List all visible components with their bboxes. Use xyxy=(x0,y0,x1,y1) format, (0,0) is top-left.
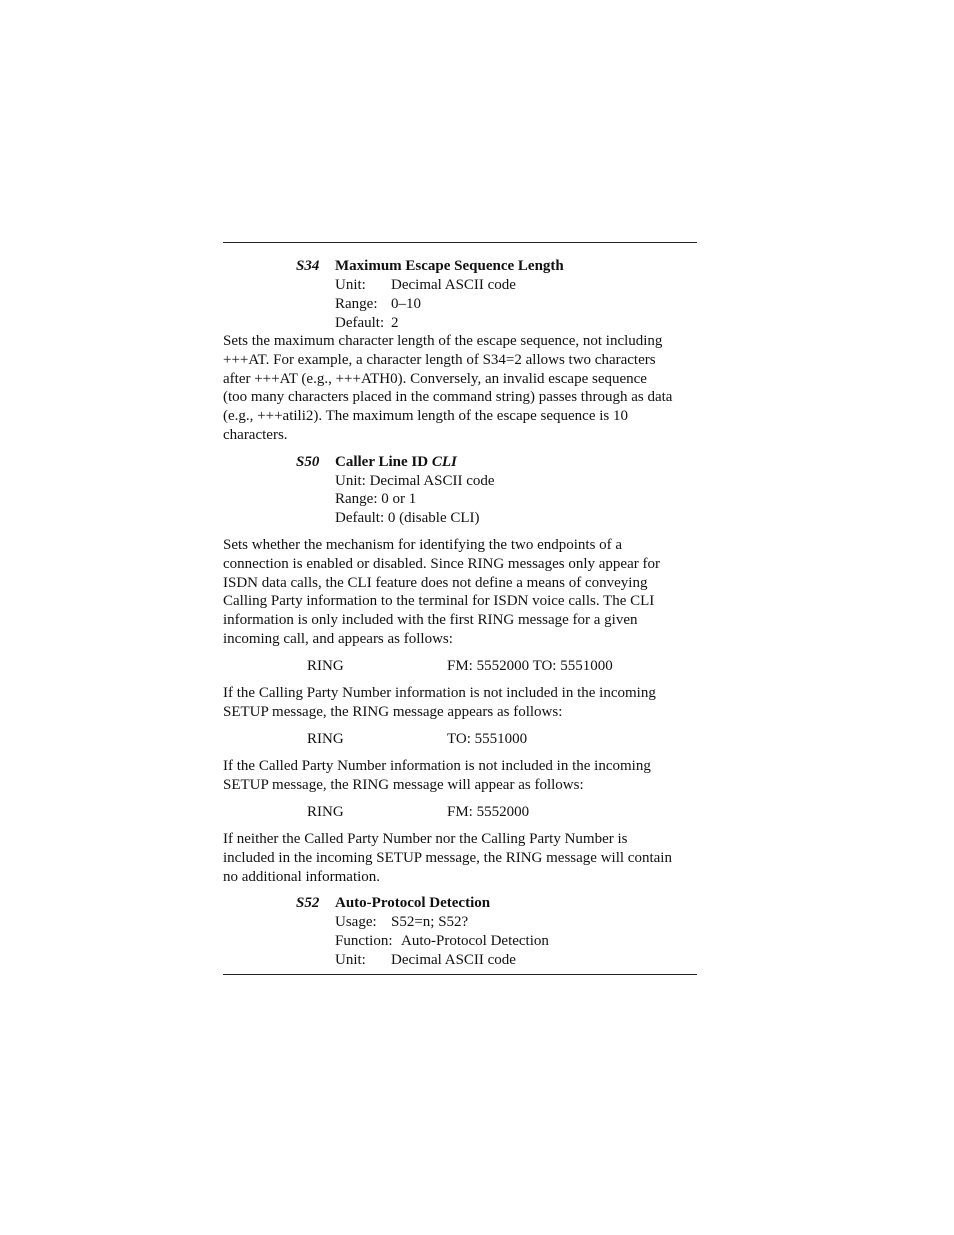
s52-unit xyxy=(335,951,516,970)
text-line: If the Called Party Number information is not included in the incoming xyxy=(223,758,651,774)
s50-default: Default: 0 (disable CLI) xyxy=(335,510,480,526)
bottom-rule xyxy=(223,974,697,975)
s50-title-cli: CLI xyxy=(431,454,457,470)
s52-number: S52 xyxy=(296,895,320,911)
text-line: If neither the Called Party Number nor the Calling Party Number is xyxy=(223,831,628,847)
s50-range: Range: 0 or 1 xyxy=(335,491,417,507)
text-line: incoming call, and appears as follows: xyxy=(223,630,453,647)
text-line: characters. xyxy=(223,426,288,443)
text-line: Calling Party information to the terminal for ISDN voice calls. The CLI xyxy=(223,593,655,610)
s52-unit-label: Unit: xyxy=(335,952,366,968)
text-line: included in the incoming SETUP message, the RING message will contain xyxy=(223,849,672,866)
s50-description xyxy=(223,536,703,649)
text-line: (too many characters placed in the command string) passes through as data xyxy=(223,389,673,406)
s50-title-text: Caller Line ID xyxy=(335,454,432,470)
s34-range xyxy=(335,295,421,314)
s34-default-label: Default: xyxy=(335,315,385,331)
ring-example-3 xyxy=(307,803,529,822)
top-rule xyxy=(223,242,697,243)
s34-description xyxy=(223,332,703,445)
text-line: Sets whether the mechanism for identifying the two endpoints of a xyxy=(223,537,623,553)
s52-function-value: Auto-Protocol Detection xyxy=(401,933,549,949)
ring-label: RING xyxy=(307,804,344,820)
text-line: If the Calling Party Number information is not included in the incoming xyxy=(223,685,656,701)
ring-example-2 xyxy=(307,730,527,749)
s52-usage xyxy=(335,913,468,932)
s34-unit-value: Decimal ASCII code xyxy=(391,277,516,293)
ring-value: TO: 5551000 xyxy=(447,731,528,747)
s34-default xyxy=(335,314,399,333)
s52-usage-value: S52=n; S52? xyxy=(391,914,469,930)
s52-unit-value: Decimal ASCII code xyxy=(391,952,516,968)
s34-unit-label: Unit: xyxy=(335,277,366,293)
text-line: (e.g., +++atili2). The maximum length of the escape sequence is 10 xyxy=(223,408,628,425)
s52-usage-label: Usage: xyxy=(335,914,377,930)
text-line: SETUP message, the RING message appears as follows: xyxy=(223,703,563,720)
s34-unit xyxy=(335,276,516,295)
text-line: Sets the maximum character length of the escape sequence, not including xyxy=(223,333,663,349)
s50-number: S50 xyxy=(296,454,320,470)
s50-title xyxy=(335,453,457,472)
ring-value: FM: 5552000 TO: 5551000 xyxy=(447,658,613,674)
text-line: connection is enabled or disabled. Since RING messages only appear for xyxy=(223,555,660,572)
ring-example-1 xyxy=(307,657,613,676)
s50-unit: Unit: Decimal ASCII code xyxy=(335,473,495,489)
text-line: +++AT. For example, a character length of S34=2 allows two characters xyxy=(223,351,656,368)
s34-default-value: 2 xyxy=(391,315,399,331)
ring-label: RING xyxy=(307,658,344,674)
s34-number: S34 xyxy=(296,258,320,274)
s34-title: Maximum Escape Sequence Length xyxy=(335,258,564,274)
s50-paragraph-2 xyxy=(223,684,703,722)
s50-paragraph-4 xyxy=(223,830,703,886)
text-line: no additional information. xyxy=(223,868,381,885)
s52-title: Auto-Protocol Detection xyxy=(335,895,491,911)
s52-function-label: Function: xyxy=(335,933,393,949)
text-line: SETUP message, the RING message will appear as follows: xyxy=(223,776,584,793)
ring-label: RING xyxy=(307,731,344,747)
s52-function xyxy=(335,932,549,951)
text-line: information is only included with the first RING message for a given xyxy=(223,612,638,629)
ring-value: FM: 5552000 xyxy=(447,804,530,820)
s34-range-value: 0–10 xyxy=(391,296,421,312)
text-line: after +++AT (e.g., +++ATH0). Conversely, an invalid escape sequence xyxy=(223,370,647,387)
s34-range-label: Range: xyxy=(335,296,378,312)
text-line: ISDN data calls, the CLI feature does not define a means of conveying xyxy=(223,574,648,591)
s50-paragraph-3 xyxy=(223,757,703,795)
